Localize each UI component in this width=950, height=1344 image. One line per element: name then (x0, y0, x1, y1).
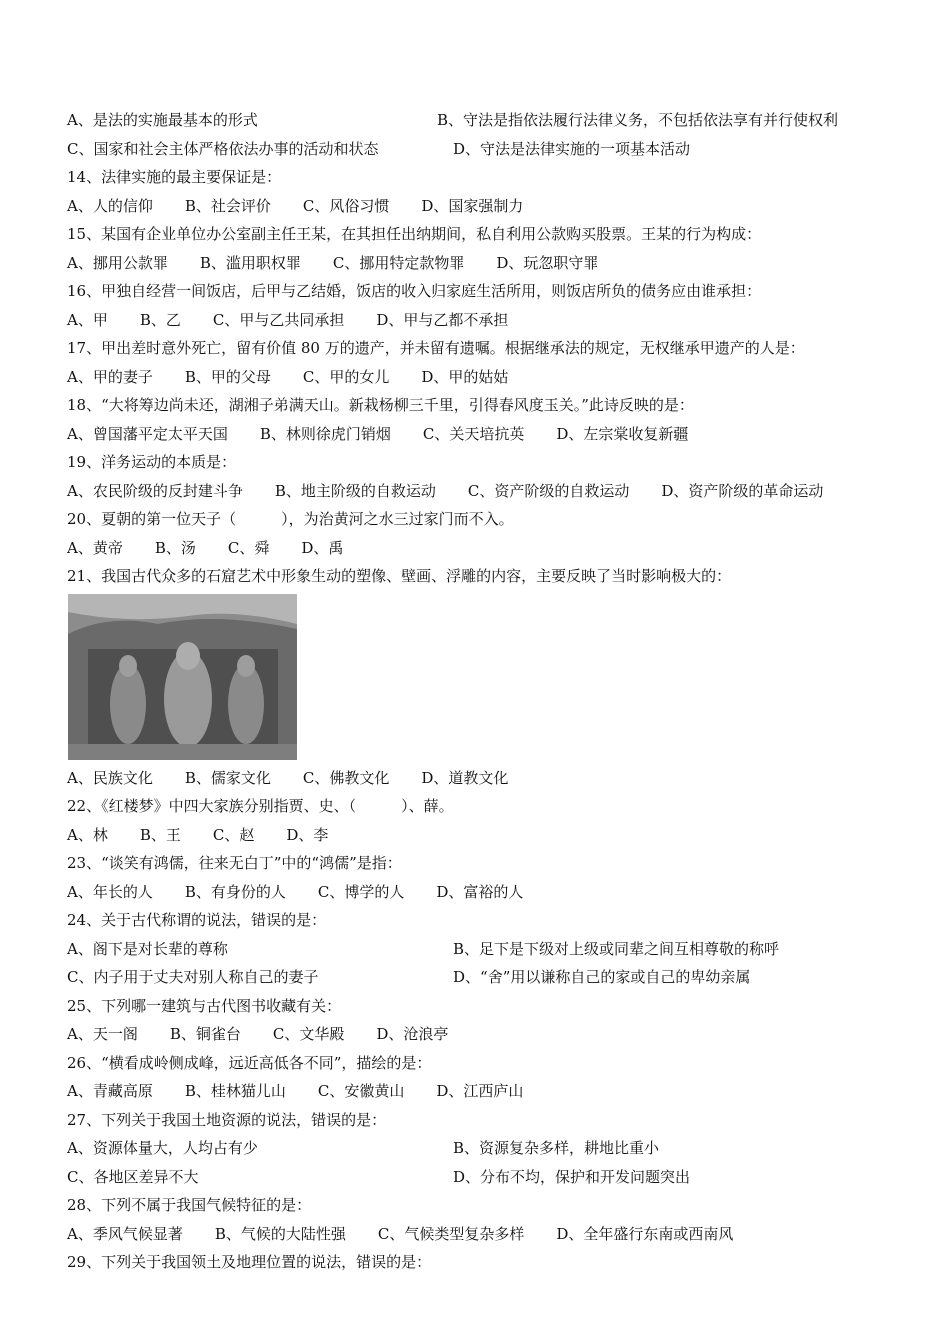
q27-option-a: A、资源体量大，人均占有少 (67, 1139, 258, 1157)
option: C、气候类型复杂多样 (377, 1225, 525, 1243)
q18-stem: 18、“大将筹边尚未还，湖湘子弟满天山。新栽杨柳三千里，引得春风度玉关。”此诗反映的是： (67, 396, 694, 414)
option: C、甲的女儿 (302, 368, 390, 386)
option: D、富裕的人 (436, 883, 524, 901)
q19-stem: 19、洋务运动的本质是： (67, 453, 237, 471)
option: B、林则徐虎门销烟 (259, 425, 391, 443)
option: A、农民阶级的反封建斗争 (67, 482, 243, 500)
q21-stem: 21、我国古代众多的石窟艺术中形象生动的塑像、壁画、浮雕的内容，主要反映了当时影响极大的： (67, 567, 732, 585)
option: A、甲的妻子 (67, 368, 153, 386)
option: D、全年盛行东南或西南风 (556, 1225, 734, 1243)
option: B、铜雀台 (169, 1025, 241, 1043)
option: A、天一阁 (67, 1025, 138, 1043)
option: D、甲与乙都不承担 (376, 311, 509, 329)
q23-stem: 23、“谈笑有鸿儒，往来无白丁”中的“鸿儒”是指： (67, 854, 402, 872)
q13-option-c: C、国家和社会主体严格依法办事的活动和状态 (67, 140, 379, 158)
option: A、甲 (67, 311, 108, 329)
option: D、国家强制力 (421, 197, 524, 215)
option: A、青藏高原 (67, 1082, 153, 1100)
q16-options (67, 310, 508, 330)
q24-option-d: D、“舍”用以谦称自己的家或自己的卑幼亲属 (453, 968, 751, 986)
option: B、滥用职权罪 (199, 254, 301, 272)
q24-option-b: B、足下是下级对上级或同辈之间互相尊敬的称呼 (453, 940, 780, 958)
q15-options (67, 253, 598, 273)
q22-options (67, 825, 328, 845)
option: C、舜 (227, 539, 270, 557)
q17-stem: 17、甲出差时意外死亡，留有价值 80 万的遗产，并未留有遗嘱。根据继承法的规定，无权继承甲遗产的人是： (67, 339, 805, 357)
option: C、佛教文化 (302, 769, 390, 787)
q27-stem: 27、下列关于我国土地资源的说法，错误的是： (67, 1111, 387, 1129)
option: A、人的信仰 (67, 197, 153, 215)
option: A、民族文化 (67, 769, 153, 787)
option: B、气候的大陆性强 (214, 1225, 346, 1243)
grotto-photo (68, 594, 297, 760)
option: C、安徽黄山 (317, 1082, 405, 1100)
q25-stem: 25、下列哪一建筑与古代图书收藏有关： (67, 997, 342, 1015)
option: B、汤 (154, 539, 196, 557)
q27-option-c: C、各地区差异不大 (67, 1168, 199, 1186)
q24-option-c: C、内子用于丈夫对别人称自己的妻子 (67, 968, 319, 986)
option: B、甲的父母 (184, 368, 271, 386)
q13-option-a: A、是法的实施最基本的形式 (67, 111, 258, 129)
option: B、乙 (139, 311, 181, 329)
option: D、江西庐山 (436, 1082, 524, 1100)
q20-stem: 20、夏朝的第一位天子（ ），为治黄河之水三过家门而不入。 (67, 510, 514, 528)
q24-stem: 24、关于古代称谓的说法，错误的是： (67, 911, 327, 929)
option: B、地主阶级的自救运动 (274, 482, 436, 500)
option: D、沧浪亭 (376, 1025, 449, 1043)
option: D、道教文化 (421, 769, 509, 787)
q16-stem: 16、甲独自经营一间饭店，后甲与乙结婚，饭店的收入归家庭生活所用，则饭店所负的债务应由谁承担： (67, 282, 762, 300)
option: D、甲的姑姑 (421, 368, 509, 386)
q15-stem: 15、某国有企业单位办公室副主任王某，在其担任出纳期间，私自利用公款购买股票。王某的行为构成： (67, 225, 762, 243)
option: B、儒家文化 (184, 769, 271, 787)
option: B、有身份的人 (184, 883, 286, 901)
option: D、禹 (301, 539, 344, 557)
q28-options (67, 1224, 733, 1244)
option: B、桂林猫儿山 (184, 1082, 286, 1100)
grotto-illustration (68, 594, 297, 760)
q20-options (67, 538, 343, 558)
option: C、赵 (212, 826, 255, 844)
option: D、玩忽职守罪 (496, 254, 599, 272)
option: C、文华殿 (272, 1025, 345, 1043)
q13-option-d: D、守法是法律实施的一项基本活动 (453, 140, 691, 158)
q28-stem: 28、下列不属于我国气候特征的是： (67, 1196, 312, 1214)
q27-option-d: D、分布不均，保护和开发问题突出 (453, 1168, 691, 1186)
q27-option-b: B、资源复杂多样，耕地比重小 (453, 1139, 660, 1157)
q17-options (67, 367, 508, 387)
q23-options (67, 882, 523, 902)
option: C、风俗习惯 (302, 197, 390, 215)
q19-options (67, 481, 823, 501)
q29-stem: 29、下列关于我国领土及地理位置的说法，错误的是： (67, 1253, 432, 1271)
option: C、关天培抗英 (422, 425, 525, 443)
q18-options (67, 424, 688, 444)
q14-stem: 14、法律实施的最主要保证是： (67, 168, 282, 186)
q13-option-b: B、守法是指依法履行法律义务，不包括依法享有并行使权利 (437, 111, 839, 129)
q25-options (67, 1024, 448, 1044)
option: C、甲与乙共同承担 (212, 311, 345, 329)
q21-options (67, 768, 508, 788)
option: C、挪用特定款物罪 (332, 254, 465, 272)
option: D、李 (286, 826, 329, 844)
q14-options (67, 196, 523, 216)
option: D、资产阶级的革命运动 (661, 482, 824, 500)
q22-stem: 22、《红楼梦》中四大家族分别指贾、史、（ ）、薛。 (67, 797, 454, 815)
q26-stem: 26、“横看成岭侧成峰，远近高低各不同”，描绘的是： (67, 1054, 432, 1072)
option: C、博学的人 (317, 883, 405, 901)
q26-options (67, 1081, 523, 1101)
option: B、社会评价 (184, 197, 271, 215)
option: B、王 (139, 826, 181, 844)
option: C、资产阶级的自救运动 (467, 482, 630, 500)
option: A、年长的人 (67, 883, 153, 901)
option: A、季风气候显著 (67, 1225, 183, 1243)
q24-option-a: A、阁下是对长辈的尊称 (67, 940, 228, 958)
option: D、左宗棠收复新疆 (556, 425, 689, 443)
option: A、林 (67, 826, 108, 844)
option: A、挪用公款罪 (67, 254, 168, 272)
option: A、曾国藩平定太平天国 (67, 425, 228, 443)
option: A、黄帝 (67, 539, 123, 557)
